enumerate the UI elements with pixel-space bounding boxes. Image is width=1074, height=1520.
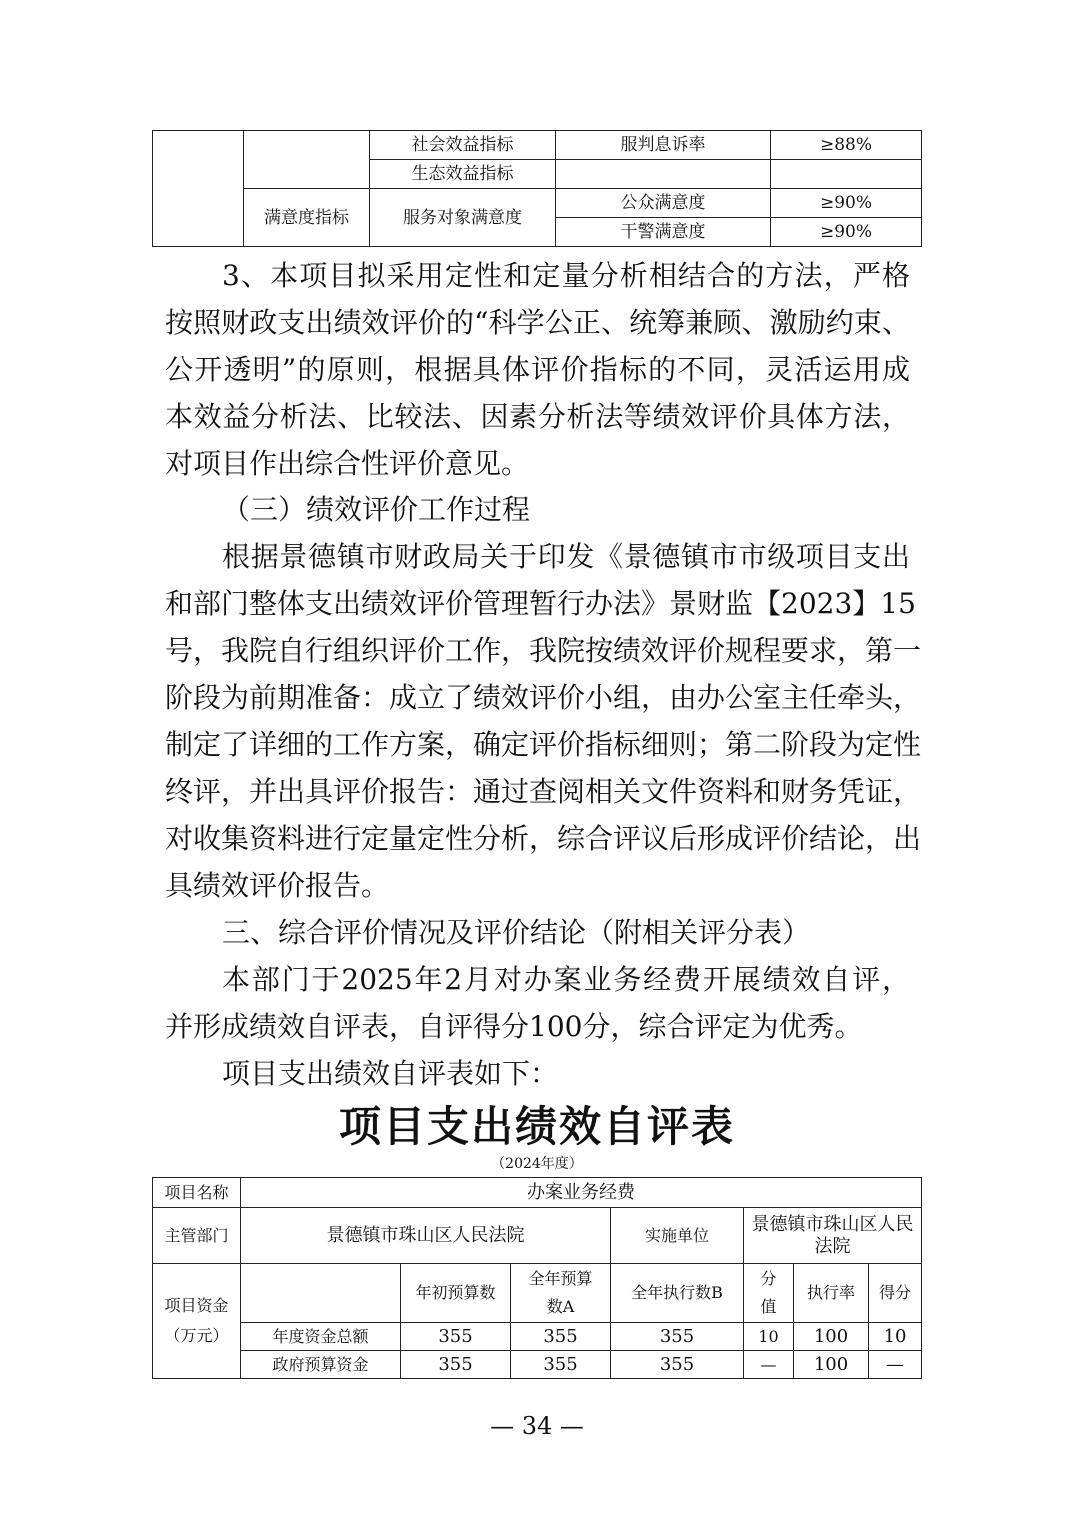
paragraph-line: 号，我院自行组织评价工作，我院按绩效评价规程要求，第一 bbox=[165, 634, 922, 667]
score: — bbox=[869, 1351, 922, 1379]
col-header: 全年执行数B bbox=[611, 1264, 744, 1323]
paragraph-line: 根据景德镇市财政局关于印发《景德镇市市级项目支出 bbox=[222, 540, 910, 573]
empty-cell bbox=[241, 1264, 401, 1323]
col-header: 分值 bbox=[744, 1264, 794, 1323]
dept-label: 主管部门 bbox=[153, 1208, 241, 1264]
col-header: 执行率 bbox=[794, 1264, 869, 1323]
empty-cell bbox=[153, 131, 244, 247]
table-row bbox=[153, 1323, 922, 1351]
paragraph-line: 阶段为前期准备：成立了绩效评价小组，由办公室主任牵头， bbox=[165, 681, 922, 714]
indicator-cell: 满意度指标 bbox=[244, 189, 370, 247]
section-heading: 三、综合评价情况及评价结论（附相关评分表） bbox=[222, 916, 811, 949]
indicator-cell: 生态效益指标 bbox=[370, 160, 556, 189]
budget-a: 355 bbox=[511, 1323, 611, 1351]
col-header: 年初预算数 bbox=[401, 1264, 511, 1323]
paragraph-line: 3、本项目拟采用定性和定量分析相结合的方法，严格 bbox=[222, 259, 910, 292]
indicator-cell bbox=[556, 160, 771, 189]
paragraph-line: 本效益分析法、比较法、因素分析法等绩效评价具体方法， bbox=[165, 400, 910, 433]
paragraph-line: 并形成绩效自评表，自评得分100分，综合评定为优秀。 bbox=[165, 1010, 863, 1043]
score: 10 bbox=[869, 1323, 922, 1351]
section-heading: （三）绩效评价工作过程 bbox=[222, 493, 531, 526]
paragraph-line: 具绩效评价报告。 bbox=[165, 869, 390, 902]
target-cell bbox=[771, 160, 922, 189]
paragraph-line: 公开透明”的原则，根据具体评价指标的不同，灵活运用成 bbox=[165, 353, 910, 386]
empty-cell bbox=[244, 131, 370, 189]
score-value: — bbox=[744, 1351, 794, 1379]
initial-budget: 355 bbox=[401, 1323, 511, 1351]
initial-budget: 355 bbox=[401, 1351, 511, 1379]
page-number: — 34 — bbox=[490, 1412, 584, 1440]
indicator-table-continued bbox=[152, 130, 922, 247]
indicator-cell: 公众满意度 bbox=[556, 189, 771, 218]
self-evaluation-table bbox=[152, 1177, 922, 1379]
table-year: （2024年度） bbox=[491, 1156, 583, 1172]
target-cell: ≥90% bbox=[771, 189, 922, 218]
score-value: 10 bbox=[744, 1323, 794, 1351]
paragraph-line: 项目支出绩效自评表如下： bbox=[222, 1057, 559, 1090]
col-header: 全年预算数A bbox=[511, 1264, 611, 1323]
indicator-cell: 服务对象满意度 bbox=[370, 189, 556, 247]
exec-b: 355 bbox=[611, 1351, 744, 1379]
impl: 景德镇市珠山区人民法院 bbox=[744, 1208, 922, 1264]
paragraph-line: 制定了详细的工作方案，确定评价指标细则；第二阶段为定性 bbox=[165, 728, 922, 761]
target-cell: ≥88% bbox=[771, 131, 922, 160]
paragraph-line: 本部门于2025年2月对办案业务经费开展绩效自评， bbox=[222, 963, 910, 996]
indicator-cell: 社会效益指标 bbox=[370, 131, 556, 160]
exec-b: 355 bbox=[611, 1323, 744, 1351]
impl-label: 实施单位 bbox=[611, 1208, 744, 1264]
paragraph-line: 对项目作出综合性评价意见。 bbox=[165, 447, 530, 480]
paragraph-line: 按照财政支出绩效评价的“科学公正、统筹兼顾、激励约束、 bbox=[165, 306, 910, 339]
indicator-cell: 服判息诉率 bbox=[556, 131, 771, 160]
indicator-cell: 干警满意度 bbox=[556, 218, 771, 247]
funds-label: 项目资金（万元） bbox=[153, 1264, 241, 1379]
project-name: 办案业务经费 bbox=[241, 1178, 922, 1208]
col-header: 得分 bbox=[869, 1264, 922, 1323]
table-row bbox=[153, 1351, 922, 1379]
paragraph-line: 终评，并出具评价报告：通过查阅相关文件资料和财务凭证， bbox=[165, 775, 922, 808]
dept: 景德镇市珠山区人民法院 bbox=[241, 1208, 611, 1264]
exec-rate: 100 bbox=[794, 1323, 869, 1351]
row-name: 政府预算资金 bbox=[241, 1351, 401, 1379]
project-name-label: 项目名称 bbox=[153, 1178, 241, 1208]
budget-a: 355 bbox=[511, 1351, 611, 1379]
target-cell: ≥90% bbox=[771, 218, 922, 247]
paragraph-line: 对收集资料进行定量定性分析，综合评议后形成评价结论，出 bbox=[165, 822, 922, 855]
row-name: 年度资金总额 bbox=[241, 1323, 401, 1351]
exec-rate: 100 bbox=[794, 1351, 869, 1379]
table-title: 项目支出绩效自评表 bbox=[338, 1102, 735, 1151]
paragraph-line: 和部门整体支出绩效评价管理暂行办法》景财监【2023】15 bbox=[165, 587, 916, 620]
